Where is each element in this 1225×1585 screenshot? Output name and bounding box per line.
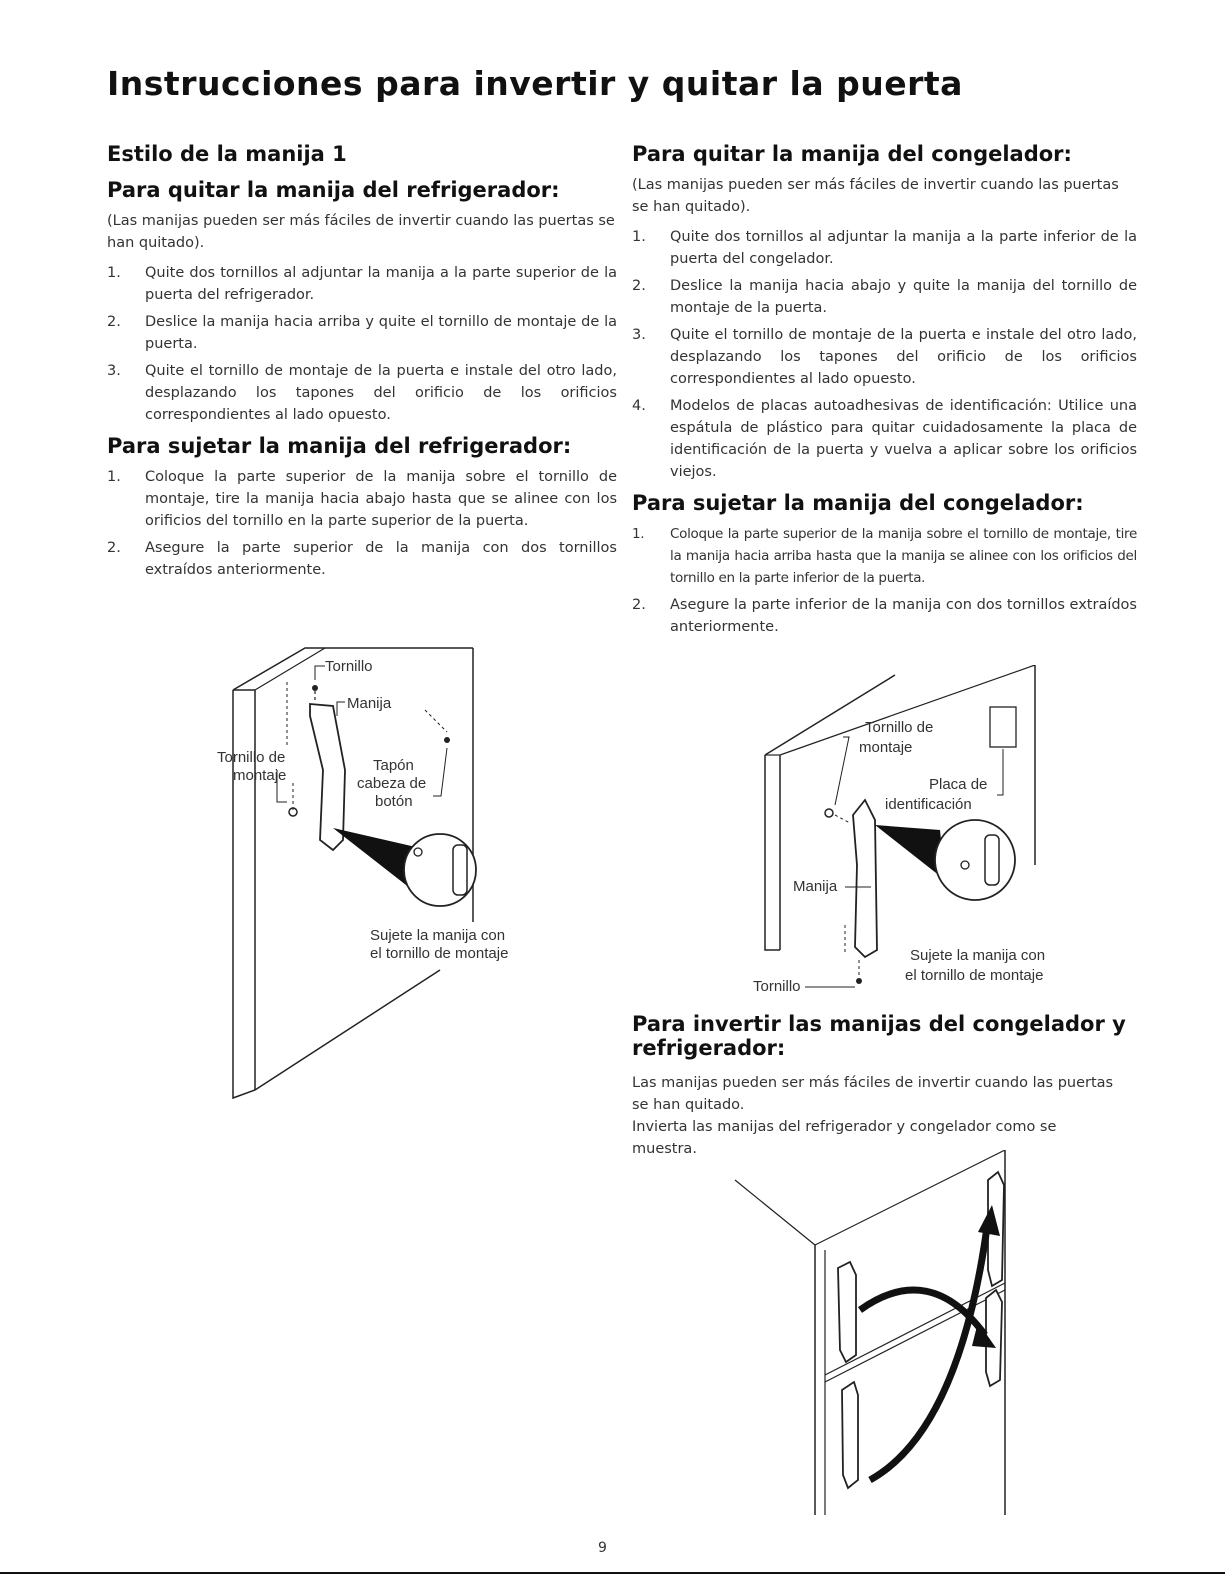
page-title: Instrucciones para invertir y quitar la puerta xyxy=(107,64,963,103)
list-item: 3. Quite el tornillo de montaje de la puerta e instale del otro lado, desplazando los tapones del orificio de los orificios correspondientes al lado opuesto. xyxy=(107,363,617,424)
bottom-rule xyxy=(0,1572,1225,1574)
label-secure-line2: el tornillo de montaje xyxy=(370,945,509,962)
reverse-para-1: Las manijas pueden ser más fáciles de invertir cuando las puertas se han quitado. xyxy=(632,1075,1114,1114)
attach-freezer-steps xyxy=(632,523,1137,638)
remove-fridge-handle-heading: Para quitar la manija del refrigerador: xyxy=(107,178,560,203)
remove-freezer-steps xyxy=(632,226,1137,483)
freezer-handle-diagram xyxy=(735,665,1055,1005)
reverse-handles-section xyxy=(632,1012,1132,1168)
label-secure-line1: Sujete la manija con xyxy=(910,947,1046,964)
attach-fridge-steps xyxy=(107,466,617,581)
list-item: 4. Modelos de placas autoadhesivas de identificación: Utilice una espátula de plástico para quitar cuidadosamente la placa de identificación de la puerta y vuelva a aplicar sobre los orificios viejos. xyxy=(632,398,1137,481)
list-item: 1. Coloque la parte superior de la manija sobre el tornillo de montaje, tire la manija hacia arriba hasta que la manija se alinee con los orificios del tornillo en la parte inferior de la puerta. xyxy=(632,526,1137,587)
label-mount-line1: Tornillo de xyxy=(865,719,934,736)
left-column xyxy=(107,142,617,589)
list-item: 2. Deslice la manija hacia arriba y quite el tornillo de montaje de la puerta. xyxy=(107,314,617,353)
label-mount-line2: montaje xyxy=(233,767,287,784)
label-handle: Manija xyxy=(793,878,838,895)
label-screw: Tornillo xyxy=(325,658,373,675)
list-item: 1. Quite dos tornillos al adjuntar la manija a la parte inferior de la puerta del congelador. xyxy=(632,229,1137,268)
reverse-handles-heading: Para invertir las manijas del congelador y refrigerador: xyxy=(632,1012,1126,1061)
label-plate-line1: Placa de xyxy=(929,776,988,793)
remove-fridge-intro: (Las manijas pueden ser más fáciles de invertir cuando las puertas se han quitado). xyxy=(107,213,615,252)
list-item: 1. Quite dos tornillos al adjuntar la manija a la parte superior de la puerta del refrigerador. xyxy=(107,265,617,304)
list-item: 1. Coloque la parte superior de la manija sobre el tornillo de montaje, tire la manija hacia abajo hasta que se alinee con los orificios del tornillo en la parte superior de la puerta. xyxy=(107,469,617,530)
label-mount-line1: Tornillo de xyxy=(217,749,286,766)
label-screw: Tornillo xyxy=(753,978,801,995)
list-item: 2. Asegure la parte superior de la manija con dos tornillos extraídos anteriormente. xyxy=(107,540,617,579)
reverse-para-2: Invierta las manijas del refrigerador y congelador como se muestra. xyxy=(632,1119,1057,1158)
list-item: 2. Deslice la manija hacia abajo y quite la manija del tornillo de montaje de la puerta. xyxy=(632,278,1137,317)
right-column xyxy=(632,142,1137,646)
handle-style-heading: Estilo de la manija 1 xyxy=(107,142,347,166)
label-plate-line2: identificación xyxy=(885,796,972,813)
label-cap-line1: Tapón xyxy=(373,757,414,774)
list-item: 3. Quite el tornillo de montaje de la puerta e instale del otro lado, desplazando los tapones del orificio de los orificios correspondientes al lado opuesto. xyxy=(632,327,1137,388)
label-mount-line2: montaje xyxy=(859,739,913,756)
attach-fridge-handle-heading: Para sujetar la manija del refrigerador: xyxy=(107,434,572,459)
label-secure-line1: Sujete la manija con xyxy=(370,927,506,944)
label-handle: Manija xyxy=(347,695,392,712)
page-number: 9 xyxy=(598,1540,607,1556)
attach-freezer-handle-heading: Para sujetar la manija del congelador: xyxy=(632,491,1084,516)
remove-freezer-intro: (Las manijas pueden ser más fáciles de invertir cuando las puertas se han quitado). xyxy=(632,177,1119,216)
label-secure-line2: el tornillo de montaje xyxy=(905,967,1044,984)
remove-fridge-steps xyxy=(107,262,617,426)
label-cap-line2: cabeza de xyxy=(357,775,427,792)
reverse-handles-diagram xyxy=(730,1150,1050,1520)
label-cap-line3: botón xyxy=(375,793,413,810)
list-item: 2. Asegure la parte inferior de la manija con dos tornillos extraídos anteriormente. xyxy=(632,597,1137,636)
fridge-handle-diagram xyxy=(215,640,525,1105)
remove-freezer-handle-heading: Para quitar la manija del congelador: xyxy=(632,142,1072,166)
